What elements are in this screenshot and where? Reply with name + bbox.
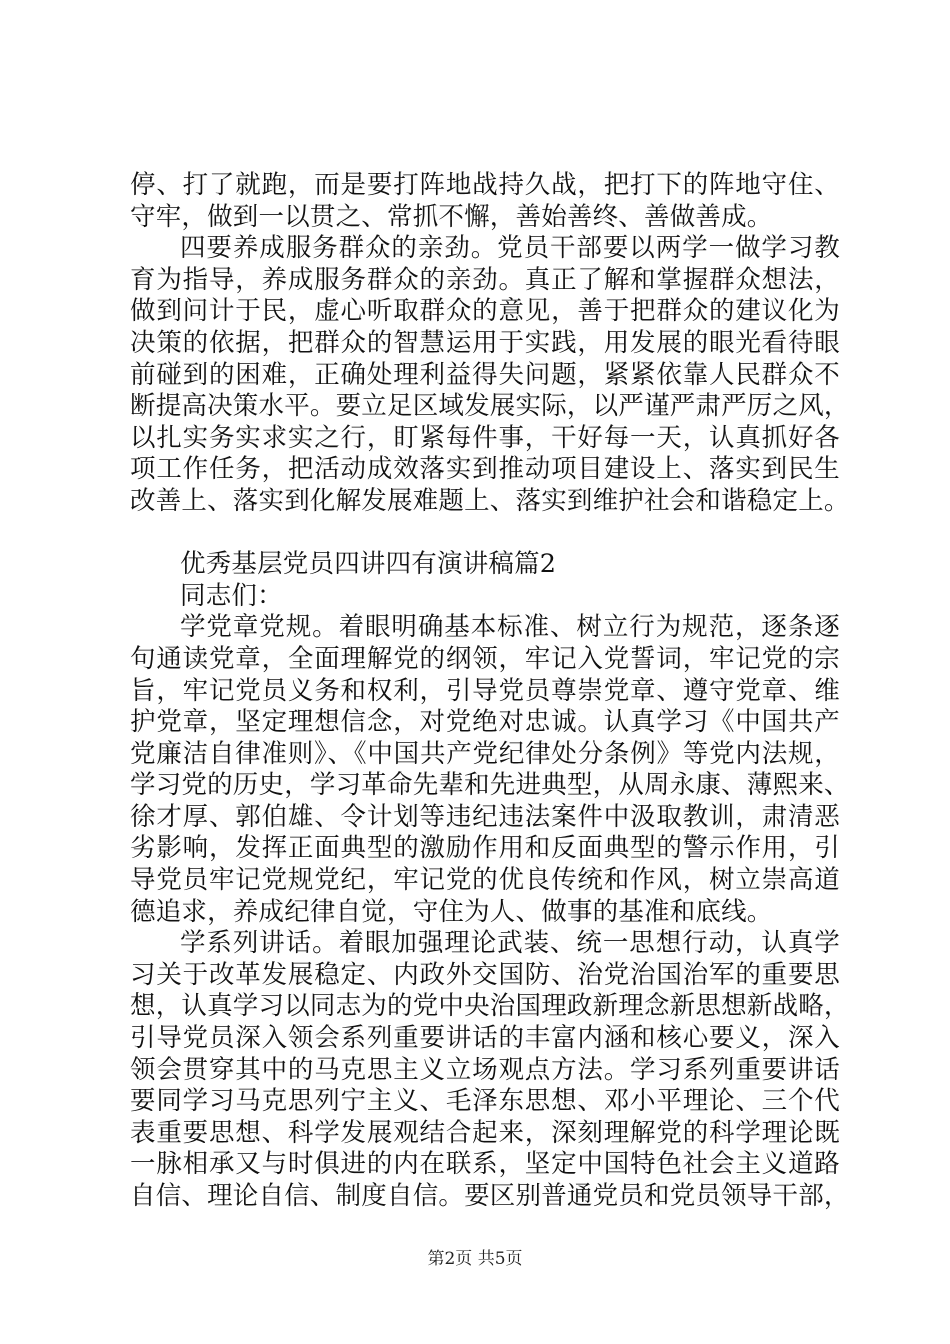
text-line: 领会贯穿其中的马克思主义立场观点方法。学习系列重要讲话 bbox=[130, 1054, 840, 1085]
text-line: 句通读党章，全面理解党的纲领，牢记入党誓词，牢记党的宗 bbox=[130, 643, 840, 674]
text-line: 表重要思想、科学发展观结合起来，深刻理解党的科学理论既 bbox=[130, 1117, 840, 1148]
text-line: 想，认真学习以同志为的党中央治国理政新理念新思想新战略， bbox=[130, 991, 850, 1022]
page-footer bbox=[0, 1248, 950, 1270]
salutation: 同志们： bbox=[180, 580, 283, 611]
paragraph-speeches bbox=[130, 928, 850, 1212]
section-title: 优秀基层党员四讲四有演讲稿篇2 bbox=[180, 549, 557, 580]
text-line: 停、打了就跑，而是要打阵地战持久战，把打下的阵地守住、 bbox=[130, 170, 840, 200]
paragraph-gap bbox=[130, 518, 840, 550]
text-line: 做到问计于民，虚心听取群众的意见，善于把群众的建议化为 bbox=[130, 296, 840, 327]
text-line: 徐才厚、郭伯雄、令计划等违纪违法案件中汲取教训，肃清恶 bbox=[130, 801, 840, 832]
text-line: 学系列讲话。着眼加强理论武装、统一思想行动，认真学 bbox=[180, 928, 840, 959]
paragraph-party-rules bbox=[130, 612, 850, 928]
text-line: 旨，牢记党员义务和权利，引导党员尊崇党章、遵守党章、维 bbox=[130, 675, 840, 706]
paragraph-four bbox=[130, 233, 850, 517]
text-line: 劣影响，发挥正面典型的激励作用和反面典型的警示作用，引 bbox=[130, 833, 840, 864]
text-line: 学习党的历史，学习革命先辈和先进典型，从周永康、薄熙来、 bbox=[130, 770, 850, 801]
document-page bbox=[130, 170, 850, 1213]
text-line: 前碰到的困难，正确处理利益得失问题，紧紧依靠人民群众不 bbox=[130, 359, 840, 390]
text-line: 断提高决策水平。要立足区域发展实际，以严谨严肃严厉之风， bbox=[130, 391, 850, 422]
text-line: 党廉洁自律准则》、《中国共产党纪律处分条例》等党内法规， bbox=[130, 738, 840, 769]
text-line: 德追求，养成纪律自觉，守住为人、做事的基准和底线。 bbox=[130, 896, 773, 927]
paragraph-continued bbox=[130, 170, 840, 233]
text-line: 育为指导，养成服务群众的亲劲。真正了解和掌握群众想法， bbox=[130, 264, 840, 295]
text-line: 以扎实务实求实之行，盯紧每件事，干好每一天，认真抓好各 bbox=[130, 422, 840, 453]
text-line: 改善上、落实到化解发展难题上、落实到维护社会和谐稳定上。 bbox=[130, 485, 850, 516]
text-line: 守牢，做到一以贯之、常抓不懈，善始善终、善做善成。 bbox=[130, 201, 773, 232]
text-line: 项工作任务，把活动成效落实到推动项目建设上、落实到民生 bbox=[130, 454, 840, 485]
text-line: 一脉相承又与时俱进的内在联系，坚定中国特色社会主义道路 bbox=[130, 1149, 840, 1180]
text-line: 自信、理论自信、制度自信。要区别普通党员和党员领导干部， bbox=[130, 1181, 850, 1211]
text-line: 习关于改革发展稳定、内政外交国防、治党治国治军的重要思 bbox=[130, 959, 840, 990]
text-line: 护党章，坚定理想信念，对党绝对忠诚。认真学习《中国共产 bbox=[130, 707, 840, 738]
text-line: 导党员牢记党规党纪，牢记党的优良传统和作风，树立崇高道 bbox=[130, 865, 840, 896]
text-line: 学党章党规。着眼明确基本标准、树立行为规范，逐条逐 bbox=[180, 612, 840, 643]
page-number-label: 第2页 共5页 bbox=[427, 1249, 523, 1269]
text-line: 引导党员深入领会系列重要讲话的丰富内涵和核心要义，深入 bbox=[130, 1023, 840, 1054]
text-line: 要同学习马克思列宁主义、毛泽东思想、邓小平理论、三个代 bbox=[130, 1086, 840, 1117]
text-line: 四要养成服务群众的亲劲。党员干部要以两学一做学习教 bbox=[180, 233, 840, 264]
text-line: 决策的依据，把群众的智慧运用于实践，用发展的眼光看待眼 bbox=[130, 327, 840, 358]
